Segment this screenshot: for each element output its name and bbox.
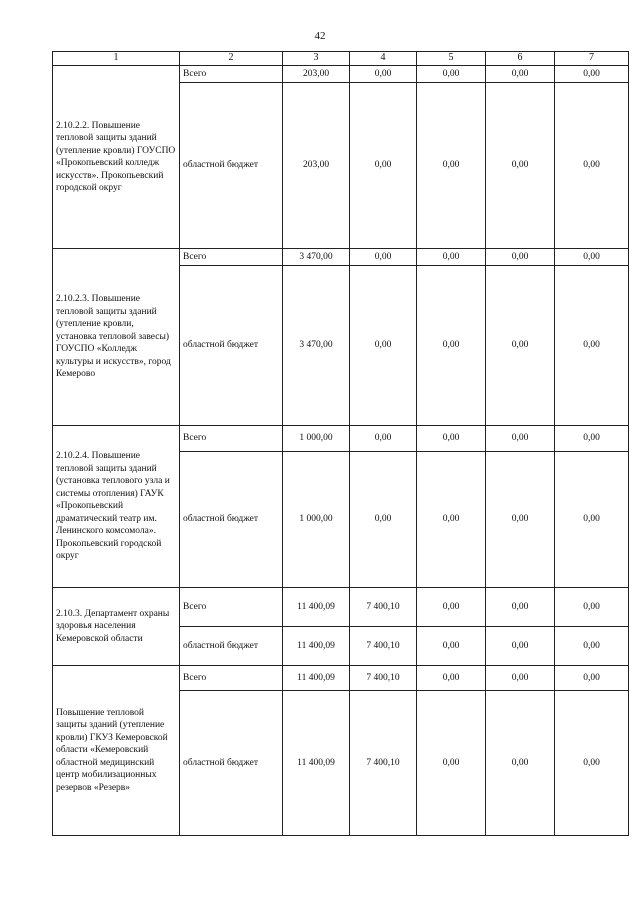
value-cell: 0,00 (486, 627, 555, 666)
funding-source: областной бюджет (180, 83, 283, 249)
value-cell: 0,00 (350, 66, 417, 83)
value-cell: 1 000,00 (283, 452, 350, 588)
value-cell: 11 400,09 (283, 627, 350, 666)
table-row (53, 66, 629, 83)
value-cell: 0,00 (417, 666, 486, 691)
funding-source: областной бюджет (180, 266, 283, 426)
column-header: 1 (53, 52, 180, 66)
measure-name: 2.10.3. Департамент охраны здоровья населения Кемеровской области (53, 588, 180, 666)
value-cell: 0,00 (486, 452, 555, 588)
column-header: 7 (555, 52, 629, 66)
value-cell: 0,00 (555, 66, 629, 83)
funding-source: Всего (180, 666, 283, 691)
value-cell: 0,00 (555, 452, 629, 588)
value-cell: 0,00 (417, 627, 486, 666)
value-cell: 0,00 (417, 452, 486, 588)
value-cell: 0,00 (555, 666, 629, 691)
value-cell: 0,00 (486, 426, 555, 452)
value-cell: 7 400,10 (350, 588, 417, 627)
value-cell: 3 470,00 (283, 266, 350, 426)
value-cell: 0,00 (350, 266, 417, 426)
value-cell: 0,00 (417, 266, 486, 426)
value-cell: 0,00 (555, 249, 629, 266)
table-row (53, 249, 629, 266)
value-cell: 11 400,09 (283, 691, 350, 836)
value-cell: 0,00 (417, 691, 486, 836)
value-cell: 203,00 (283, 66, 350, 83)
column-header: 4 (350, 52, 417, 66)
value-cell: 0,00 (555, 691, 629, 836)
value-cell: 0,00 (417, 249, 486, 266)
column-header: 6 (486, 52, 555, 66)
table-row (53, 426, 629, 452)
value-cell: 7 400,10 (350, 691, 417, 836)
value-cell: 0,00 (350, 452, 417, 588)
measure-name: Повышение тепловой защиты зданий (утепление кровли) ГКУЗ Кемеровской области «Кемеровский областной медицинский центр мобилизационных резервов «Резерв» (53, 666, 180, 836)
value-cell: 0,00 (417, 66, 486, 83)
column-number-row (53, 52, 629, 66)
funding-source: областной бюджет (180, 691, 283, 836)
column-header: 3 (283, 52, 350, 66)
value-cell: 0,00 (486, 266, 555, 426)
value-cell: 203,00 (283, 83, 350, 249)
value-cell: 0,00 (555, 627, 629, 666)
value-cell: 7 400,10 (350, 666, 417, 691)
funding-source: Всего (180, 66, 283, 83)
table-row (53, 588, 629, 627)
value-cell: 7 400,10 (350, 627, 417, 666)
value-cell: 0,00 (555, 426, 629, 452)
funding-source: областной бюджет (180, 452, 283, 588)
value-cell: 0,00 (350, 249, 417, 266)
funding-source: Всего (180, 249, 283, 266)
value-cell: 0,00 (350, 426, 417, 452)
value-cell: 11 400,09 (283, 588, 350, 627)
value-cell: 0,00 (486, 83, 555, 249)
value-cell: 0,00 (486, 666, 555, 691)
value-cell: 0,00 (486, 691, 555, 836)
value-cell: 11 400,09 (283, 666, 350, 691)
column-header: 2 (180, 52, 283, 66)
table-row (53, 666, 629, 691)
measure-name: 2.10.2.4. Повышение тепловой защиты зданий (установка теплового узла и системы отопления) ГАУК «Прокопьевский драматический театр им. Ленинского комсомола». Прокопьевский городской округ (53, 426, 180, 588)
value-cell: 0,00 (417, 83, 486, 249)
budget-table (52, 51, 629, 836)
measure-name: 2.10.2.3. Повышение тепловой защиты зданий (утепление кровли, установка тепловой завесы) ГОУСПО «Колледж культуры и искусств», город Кемерово (53, 249, 180, 426)
value-cell: 0,00 (350, 83, 417, 249)
value-cell: 1 000,00 (283, 426, 350, 452)
value-cell: 0,00 (555, 83, 629, 249)
value-cell: 0,00 (486, 588, 555, 627)
value-cell: 0,00 (555, 588, 629, 627)
value-cell: 0,00 (486, 249, 555, 266)
measure-name: 2.10.2.2. Повышение тепловой защиты зданий (утепление кровли) ГОУСПО «Прокопьевский колледж искусств». Прокопьевский городской округ (53, 66, 180, 249)
value-cell: 0,00 (417, 426, 486, 452)
value-cell: 0,00 (417, 588, 486, 627)
column-header: 5 (417, 52, 486, 66)
funding-source: областной бюджет (180, 627, 283, 666)
value-cell: 0,00 (486, 66, 555, 83)
funding-source: Всего (180, 588, 283, 627)
value-cell: 0,00 (555, 266, 629, 426)
page-number: 42 (314, 30, 326, 42)
funding-source: Всего (180, 426, 283, 452)
value-cell: 3 470,00 (283, 249, 350, 266)
